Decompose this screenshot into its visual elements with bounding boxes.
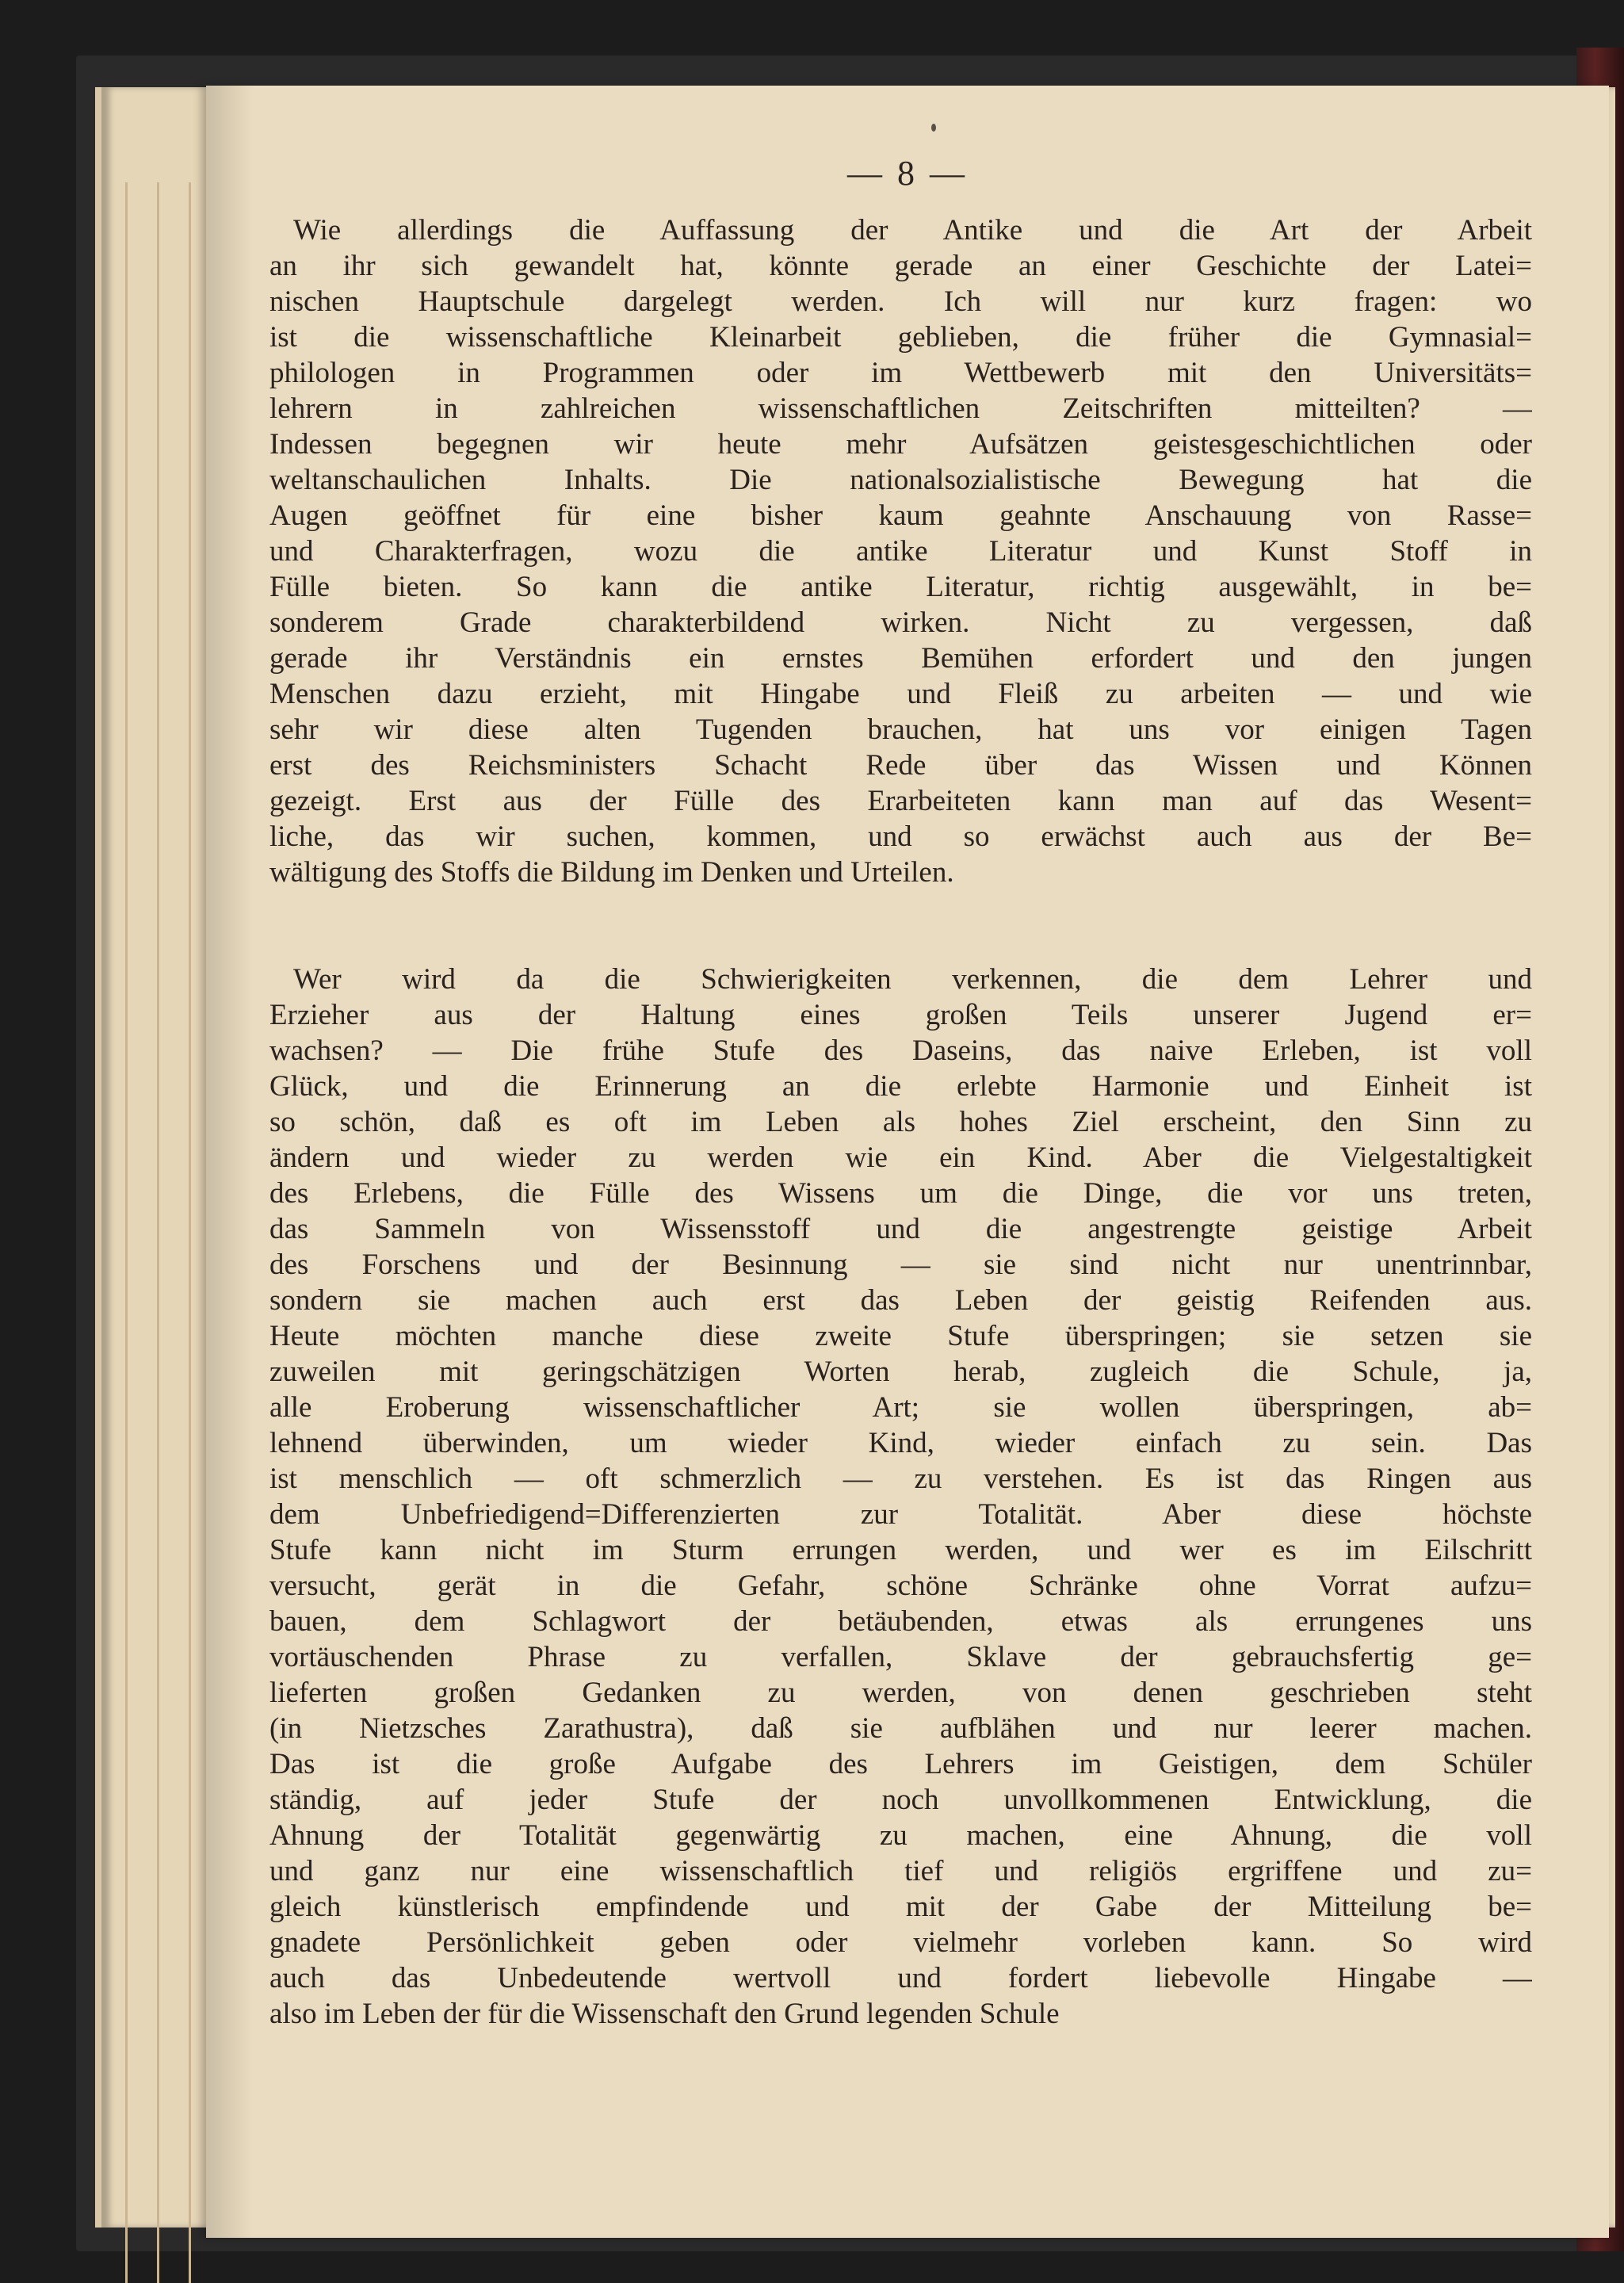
text-line: des Erlebens, die Fülle des Wissens um die Dinge, die vor uns treten, [269, 1177, 1532, 1210]
text-line: Stufe kann nicht im Sturm errungen werden, und wer es im Eilschritt [269, 1534, 1532, 1566]
text-line: sehr wir diese alten Tugenden brauchen, hat uns vor einigen Tagen [269, 713, 1532, 746]
text-line: versucht, gerät in die Gefahr, schöne Schränke ohne Vorrat aufzu= [269, 1570, 1532, 1602]
text-line: gezeigt. Erst aus der Fülle des Erarbeiteten kann man auf das Wesent= [269, 785, 1532, 817]
text-line: ändern und wieder zu werden wie ein Kind. Aber die Vielgestaltigkeit [269, 1142, 1532, 1174]
text-line: so schön, daß es oft im Leben als hohes Ziel erscheint, den Sinn zu [269, 1106, 1532, 1138]
text-line: Indessen begegnen wir heute mehr Aufsätzen geistesgeschichtlichen oder [269, 428, 1532, 461]
text-line: lehnend überwinden, um wieder Kind, wieder einfach zu sein. Das [269, 1427, 1532, 1459]
text-line: das Sammeln von Wissensstoff und die angestrengte geistige Arbeit [269, 1213, 1532, 1245]
text-line: Das ist die große Aufgabe des Lehrers im Geistigen, dem Schüler [269, 1748, 1532, 1780]
body-text [269, 212, 1532, 2032]
text-line: lehrern in zahlreichen wissenschaftlichen Zeitschriften mitteilten? — [269, 392, 1532, 425]
text-line: vortäuschenden Phrase zu verfallen, Sklave der gebrauchsfertig ge= [269, 1641, 1532, 1673]
text-line: Wer wird da die Schwierigkeiten verkennen, die dem Lehrer und [293, 963, 1532, 996]
text-line: Fülle bieten. So kann die antike Literatur, richtig ausgewählt, in be= [269, 571, 1532, 603]
text-line: gleich künstlerisch empfindende und mit der Gabe der Mitteilung be= [269, 1891, 1532, 1923]
text-line: wältigung des Stoffs die Bildung im Denken und Urteilen. [269, 856, 954, 889]
text-line: dem Unbefriedigend=Differenzierten zur Totalität. Aber diese höchste [269, 1498, 1532, 1531]
text-line: und Charakterfragen, wozu die antike Literatur und Kunst Stoff in [269, 535, 1532, 568]
text-line: ständig, auf jeder Stufe der noch unvollkommenen Entwicklung, die [269, 1784, 1532, 1816]
page-number: — 8 — [847, 154, 968, 193]
text-line: wachsen? — Die frühe Stufe des Daseins, das naive Erleben, ist voll [269, 1034, 1532, 1067]
paragraph-1 [269, 212, 1532, 890]
text-line: (in Nietzsches Zarathustra), daß sie aufblähen und nur leerer machen. [269, 1712, 1532, 1745]
text-line: des Forschens und der Besinnung — sie sind nicht nur unentrinnbar, [269, 1249, 1532, 1281]
text-line: bauen, dem Schlagwort der betäubenden, etwas als errungenes uns [269, 1605, 1532, 1638]
text-line: Erzieher aus der Haltung eines großen Teils unserer Jugend er= [269, 999, 1532, 1031]
text-line: alle Eroberung wissenschaftlicher Art; sie wollen überspringen, ab= [269, 1391, 1532, 1424]
page-gutter-shadow [206, 86, 254, 2238]
page-edge-line [125, 182, 128, 2283]
paragraph-2 [269, 962, 1532, 2032]
text-line: lieferten großen Gedanken zu werden, von denen geschrieben steht [269, 1677, 1532, 1709]
text-line: an ihr sich gewandelt hat, könnte gerade an einer Geschichte der Latei= [269, 250, 1532, 282]
text-line: ist die wissenschaftliche Kleinarbeit geblieben, die früher die Gymnasial= [269, 321, 1532, 354]
text-line: sonderem Grade charakterbildend wirken. Nicht zu vergessen, daß [269, 606, 1532, 639]
text-line: Ahnung der Totalität gegenwärtig zu machen, eine Ahnung, die voll [269, 1819, 1532, 1852]
text-line: weltanschaulichen Inhalts. Die nationalsozialistische Bewegung hat die [269, 464, 1532, 496]
text-line: ist menschlich — oft schmerzlich — zu verstehen. Es ist das Ringen aus [269, 1463, 1532, 1495]
text-line: philologen in Programmen oder im Wettbewerb mit den Universitäts= [269, 357, 1532, 389]
page-speck [931, 124, 936, 132]
text-line: sondern sie machen auch erst das Leben der geistig Reifenden aus. [269, 1284, 1532, 1317]
text-line: auch das Unbedeutende wertvoll und fordert liebevolle Hingabe — [269, 1962, 1532, 1994]
text-line: Heute möchten manche diese zweite Stufe überspringen; sie setzen sie [269, 1320, 1532, 1352]
text-line: liche, das wir suchen, kommen, und so erwächst auch aus der Be= [269, 820, 1532, 853]
text-line: Wie allerdings die Auffassung der Antike und die Art der Arbeit [293, 214, 1532, 247]
text-line: also im Leben der für die Wissenschaft den Grund legenden Schule [269, 1998, 1060, 2030]
text-line: gerade ihr Verständnis ein ernstes Bemühen erfordert und den jungen [269, 642, 1532, 675]
text-line: erst des Reichsministers Schacht Rede über das Wissen und Können [269, 749, 1532, 782]
text-line: Augen geöffnet für eine bisher kaum geahnte Anschauung von Rasse= [269, 499, 1532, 532]
text-line: und ganz nur eine wissenschaftlich tief und religiös ergriffene und zu= [269, 1855, 1532, 1887]
page-edge-line [189, 182, 191, 2283]
page-edge-line [157, 182, 159, 2283]
text-line: nischen Hauptschule dargelegt werden. Ich will nur kurz fragen: wo [269, 285, 1532, 318]
text-line: Glück, und die Erinnerung an die erlebte Harmonie und Einheit ist [269, 1070, 1532, 1103]
text-line: Menschen dazu erzieht, mit Hingabe und Fleiß zu arbeiten — und wie [269, 678, 1532, 710]
text-line: gnadete Persönlichkeit geben oder vielmehr vorleben kann. So wird [269, 1926, 1532, 1959]
paragraph-gap [269, 890, 1532, 962]
text-line: zuweilen mit geringschätzigen Worten herab, zugleich die Schule, ja, [269, 1356, 1532, 1388]
